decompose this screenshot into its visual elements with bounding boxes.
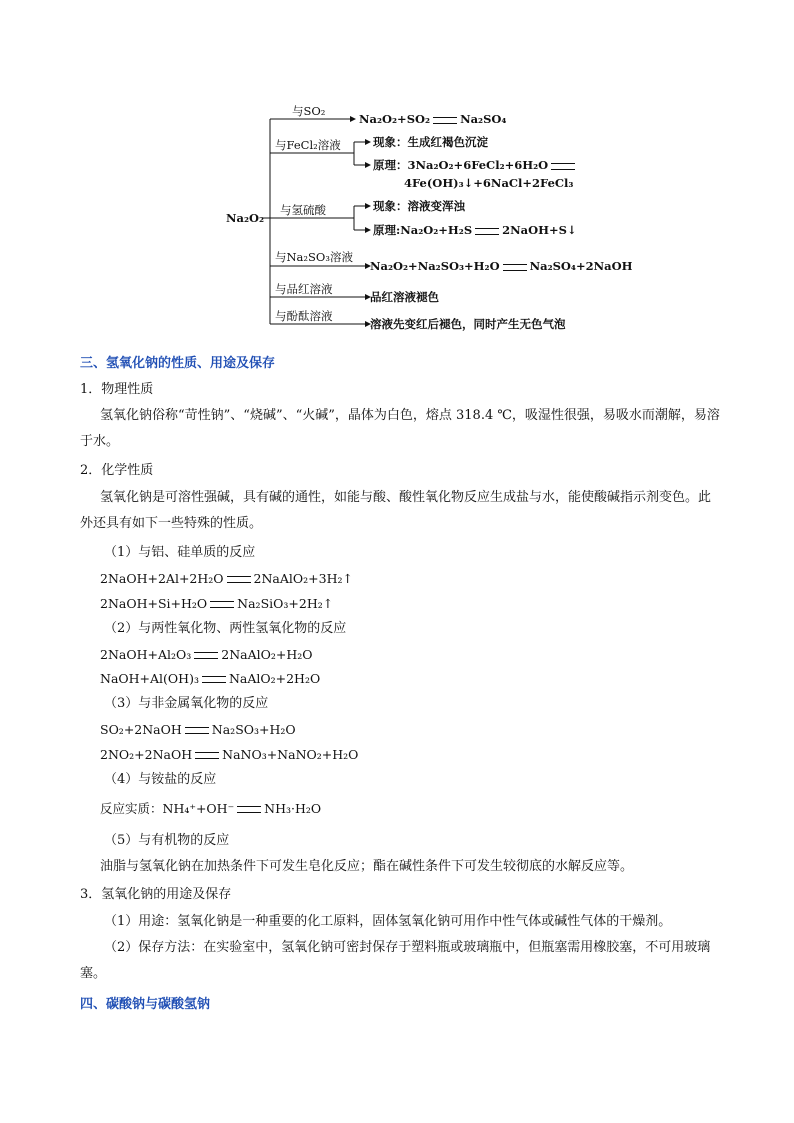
equals-bar — [194, 652, 218, 659]
branch-so2-label: 与SO₂ — [292, 104, 326, 118]
branch-fecl2-phenomenon: 现象：生成红褐色沉淀 — [373, 135, 488, 149]
equation: SO₂+2NaOH Na₂SO₃+H₂O — [100, 722, 296, 737]
reaction-3-title: （3）与非金属氧化物的反应 — [104, 696, 269, 711]
branch-so2-result: Na₂O₂+SO₂ Na₂SO₄ — [359, 112, 507, 126]
equation: 2NaOH+2Al+2H₂O 2NaAlO₂+3H₂↑ — [100, 571, 353, 586]
branch-pinhong-result: 品红溶液褪色 — [370, 290, 439, 304]
branch-phenolphthalein-result: 溶液先变红后褪色，同时产生无色气泡 — [370, 317, 566, 331]
diagram-root: Na₂O₂ — [226, 211, 265, 225]
reaction-5-text: 油脂与氢氧化钠在加热条件下可发生皂化反应；酯在碱性条件下可发生较彻底的水解反应等。 — [100, 859, 634, 874]
equals-bar — [202, 676, 226, 683]
reaction-5-title: （5）与有机物的反应 — [104, 833, 230, 848]
reaction-2-title: （2）与两性氧化物、两性氢氧化物的反应 — [104, 621, 347, 636]
branch-fecl2-label: 与FeCl₂溶液 — [275, 138, 341, 152]
subsection-physical-title: 1．物理性质 — [80, 382, 154, 397]
equals-bar — [227, 576, 251, 583]
branch-fecl2-principle-products: 4Fe(OH)₃↓+6NaCl+2FeCl₃ — [404, 176, 574, 190]
branch-pinhong-label: 与品红溶液 — [275, 282, 333, 296]
uses-text: （1）用途：氢氧化钠是一种重要的化工原料，固体氢氧化钠可用作中性气体或碱性气体的干燥剂。 — [104, 914, 672, 929]
equation: 2NaOH+Al₂O₃ 2NaAlO₂+H₂O — [100, 647, 313, 662]
branch-fecl2-principle: 原理：3Na₂O₂+6FeCl₂+6H₂O — [373, 158, 578, 172]
subsection-uses-title: 3．氢氧化钠的用途及保存 — [80, 887, 232, 902]
equals-bar — [195, 752, 219, 759]
storage-text: （2）保存方法：在实验室中，氢氧化钠可密封保存于塑料瓶或玻璃瓶中，但瓶塞需用橡胶塞，不可用玻璃塞。 — [80, 940, 711, 981]
section-3-heading: 三、氢氧化钠的性质、用途及保存 — [80, 356, 276, 371]
equals-bar — [210, 601, 234, 608]
equation: 反应实质：NH₄⁺+OH⁻ NH₃·H₂O — [100, 801, 322, 816]
equals-bar — [551, 163, 575, 170]
equals-bar — [503, 264, 527, 271]
equals-bar — [185, 727, 209, 734]
equation: 2NaOH+Si+H₂O Na₂SiO₃+2H₂↑ — [100, 596, 334, 611]
equation: NaOH+Al(OH)₃ NaAlO₂+2H₂O — [100, 671, 321, 686]
physical-properties-paragraph: 氢氧化钠俗称“苛性钠”、“烧碱”、“火碱”，晶体为白色，熔点 318.4 ℃，吸湿性很强，易吸水而潮解，易溶于水。 — [80, 408, 720, 449]
branch-na2so3-result: Na₂O₂+Na₂SO₃+H₂O Na₂SO₄+2NaOH — [370, 259, 633, 273]
branch-na2so3-label: 与Na₂SO₃溶液 — [275, 250, 353, 264]
branch-h2s-principle: 原理:Na₂O₂+H₂S 2NaOH+S↓ — [373, 223, 577, 237]
equals-bar — [475, 228, 499, 235]
section-4-heading: 四、碳酸钠与碳酸氢钠 — [80, 997, 211, 1012]
chemical-properties-paragraph: 氢氧化钠是可溶性强碱，具有碱的通性，如能与酸、酸性氧化物反应生成盐与水，能使酸碱指示剂变色。此外还具有如下一些特殊的性质。 — [80, 490, 712, 531]
branch-h2s-phenomenon: 现象：溶液变浑浊 — [373, 199, 465, 213]
branch-h2s-label: 与氢硫酸 — [280, 203, 326, 217]
reaction-4-title: （4）与铵盐的反应 — [104, 772, 217, 787]
equals-bar — [433, 117, 457, 124]
branch-phenolphthalein-label: 与酚酞溶液 — [275, 309, 333, 323]
na2o2-reaction-diagram — [218, 100, 638, 342]
equals-bar — [237, 806, 261, 813]
reaction-1-title: （1）与铝、硅单质的反应 — [104, 545, 256, 560]
equation: 2NO₂+2NaOH NaNO₃+NaNO₂+H₂O — [100, 747, 359, 762]
subsection-chemical-title: 2．化学性质 — [80, 463, 154, 478]
